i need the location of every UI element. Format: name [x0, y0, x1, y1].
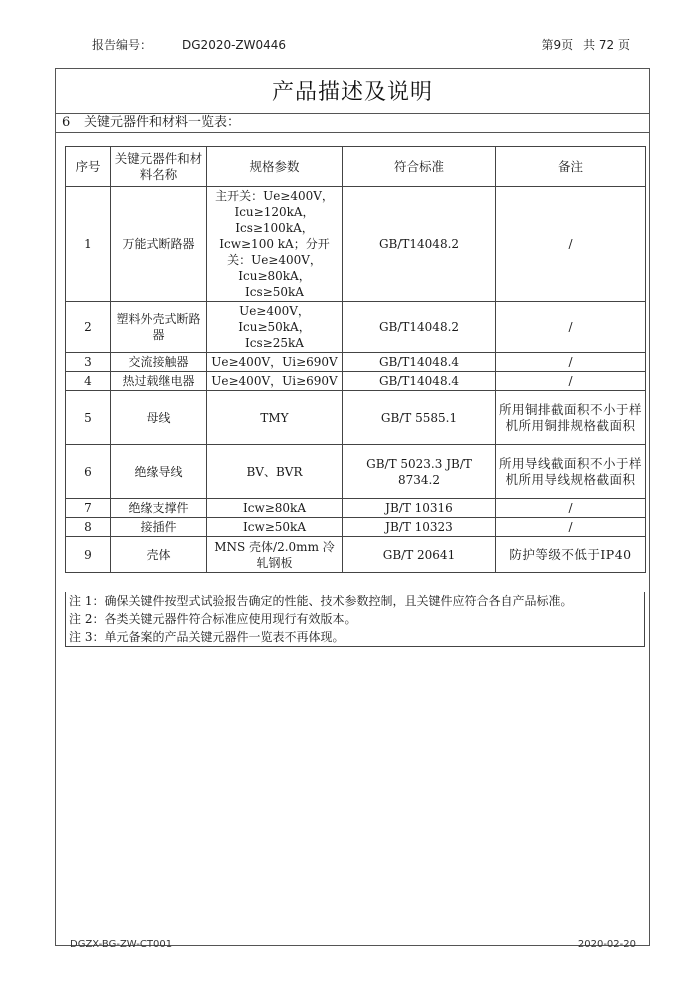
report-number-value: DG2020-ZW0446: [182, 38, 287, 52]
row-name: 交流接触器: [111, 353, 207, 372]
row-no: 4: [66, 372, 111, 391]
row-note: /: [496, 302, 646, 353]
footnote-3: 注 3：单元备案的产品关键元器件一览表不再体现。: [69, 630, 345, 644]
row-no: 7: [66, 499, 111, 518]
row-no: 2: [66, 302, 111, 353]
row-standard: GB/T14048.4: [343, 372, 496, 391]
row-standard: GB/T 20641: [343, 537, 496, 573]
footnote-1: 注 1：确保关键件按型式试验报告确定的性能、技术参数控制，且关键件应符合各自产品标准。: [69, 594, 573, 608]
footer-doc-code: DGZX-BG-ZW-CT001: [70, 939, 173, 950]
row-spec: TMY: [207, 391, 343, 445]
row-name: 接插件: [111, 518, 207, 537]
row-note: /: [496, 187, 646, 302]
row-no: 3: [66, 353, 111, 372]
row-spec: 主开关：Ue≥400V，Icu≥120kA，Ics≥100kA，Icw≥100 kA；分开关：Ue≥400V，Icu≥80kA，Ics≥50kA: [207, 187, 343, 302]
table-row: [66, 353, 646, 372]
row-note: /: [496, 353, 646, 372]
row-name: 母线: [111, 391, 207, 445]
row-no: 6: [66, 445, 111, 499]
page-label: 第9页: [541, 38, 574, 52]
section-title: 关键元器件和材料一览表：: [84, 115, 241, 130]
total-pages-label: 共 72 页: [583, 38, 630, 52]
row-standard: GB/T14048.2: [343, 187, 496, 302]
table-row: [66, 518, 646, 537]
row-name: 绝缘导线: [111, 445, 207, 499]
footnote-2: 注 2：各类关键元器件符合标准应使用现行有效版本。: [69, 612, 357, 626]
report-number-label: 报告编号：: [92, 38, 153, 52]
row-spec: Ue≥400V，Ui≥690V: [207, 372, 343, 391]
row-note: /: [496, 372, 646, 391]
table-row: [66, 302, 646, 353]
row-no: 5: [66, 391, 111, 445]
row-standard: GB/T14048.2: [343, 302, 496, 353]
row-no: 9: [66, 537, 111, 573]
header-note: 备注: [496, 147, 646, 187]
row-name: 万能式断路器: [111, 187, 207, 302]
header-no: 序号: [66, 147, 111, 187]
header-name: 关键元器件和材料名称: [111, 147, 207, 187]
components-table: [65, 146, 646, 573]
row-standard: JB/T 10316: [343, 499, 496, 518]
row-note: /: [496, 499, 646, 518]
row-spec: Icw≥50kA: [207, 518, 343, 537]
row-no: 1: [66, 187, 111, 302]
table-row: [66, 187, 646, 302]
row-standard: JB/T 10323: [343, 518, 496, 537]
table-row: [66, 391, 646, 445]
report-number-header: [92, 36, 286, 53]
row-standard: GB/T14048.4: [343, 353, 496, 372]
row-name: 塑料外壳式断路器: [111, 302, 207, 353]
row-note: 所用铜排截面积不小于样机所用铜排规格截面积: [496, 391, 646, 445]
footnotes: [65, 592, 645, 647]
table-row: [66, 499, 646, 518]
page-number-header: [541, 36, 630, 53]
row-standard: GB/T 5023.3 JB/T 8734.2: [343, 445, 496, 499]
row-note: 防护等级不低于IP40: [496, 537, 646, 573]
row-spec: Ue≥400V，Icu≥50kA，Ics≥25kA: [207, 302, 343, 353]
row-spec: Ue≥400V，Ui≥690V: [207, 353, 343, 372]
row-spec: BV、BVR: [207, 445, 343, 499]
page-title: 产品描述及说明: [56, 69, 649, 114]
table-header-row: [66, 147, 646, 187]
row-no: 8: [66, 518, 111, 537]
header-spec: 规格参数: [207, 147, 343, 187]
row-spec: Icw≥80kA: [207, 499, 343, 518]
section-heading: [56, 114, 649, 133]
row-name: 绝缘支撑件: [111, 499, 207, 518]
row-name: 壳体: [111, 537, 207, 573]
header-standard: 符合标准: [343, 147, 496, 187]
footer-date: 2020-02-20: [577, 939, 636, 950]
table-row: [66, 372, 646, 391]
row-note: /: [496, 518, 646, 537]
row-note: 所用导线截面积不小于样机所用导线规格截面积: [496, 445, 646, 499]
row-name: 热过载继电器: [111, 372, 207, 391]
table-row: [66, 445, 646, 499]
document-frame: [55, 68, 650, 946]
row-standard: GB/T 5585.1: [343, 391, 496, 445]
section-number: 6: [62, 115, 71, 130]
row-spec: MNS 壳体/2.0mm 冷轧钢板: [207, 537, 343, 573]
table-row: [66, 537, 646, 573]
